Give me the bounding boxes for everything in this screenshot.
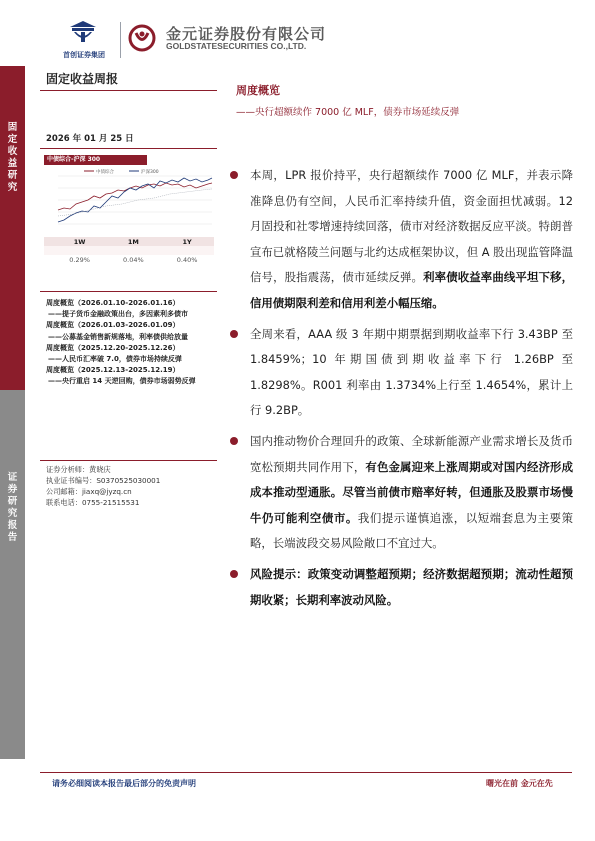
divider	[40, 460, 217, 461]
past-reports-list	[46, 298, 216, 388]
side-char: 报	[7, 520, 18, 531]
paragraph-emphasis: 利率债收益率曲线平坦下移，信用债期限利差和信用利差小幅压缩。	[250, 270, 573, 310]
capital-logo-icon	[68, 20, 98, 46]
side-char: 研	[7, 170, 18, 181]
side-tab-bottom-text	[0, 472, 25, 544]
side-char: 究	[7, 508, 18, 519]
table-cell	[44, 255, 53, 264]
table-row	[44, 246, 214, 255]
table-cell: 0.40%	[160, 255, 214, 264]
footer-slogan: 曙光在前 金元在先	[486, 779, 553, 788]
past-report-subtitle: ——公募基金销售新规落地，利率债供给放量	[48, 332, 188, 341]
report-type: 固定收益周报	[46, 72, 119, 86]
body-paragraph	[228, 163, 573, 317]
table-header-cell	[44, 237, 53, 246]
table-cell	[53, 246, 107, 255]
chart-plot	[44, 166, 214, 236]
bullet-icon	[230, 437, 238, 445]
side-char: 固	[7, 122, 18, 133]
past-report-item[interactable]	[46, 320, 216, 342]
table-cell	[44, 246, 53, 255]
side-tab-top	[0, 66, 25, 390]
past-report-title: 周度概览（2025.12.20-2025.12.26）	[46, 343, 180, 352]
body-paragraph	[228, 562, 573, 613]
side-char: 益	[7, 158, 18, 169]
analyst-info	[46, 464, 160, 508]
table-cell: 0.29%	[53, 255, 107, 264]
analyst-phone: 联系电话：0755-21515531	[46, 498, 140, 507]
table-cell	[160, 246, 214, 255]
footer-disclaimer[interactable]: 请务必细阅读本报告最后部分的免责声明	[52, 779, 196, 788]
bullet-icon	[230, 570, 238, 578]
report-body	[228, 163, 573, 618]
brand-name-en: GOLDSTATESECURITIES CO.,LTD.	[166, 41, 307, 51]
brand-name-cn: 金元证券股份有限公司	[166, 25, 327, 43]
header-divider	[120, 22, 121, 58]
divider	[40, 291, 217, 292]
body-paragraph	[228, 322, 573, 424]
side-tab	[0, 66, 25, 759]
bullet-icon	[230, 171, 238, 179]
divider	[40, 90, 217, 91]
risk-warning: 风险提示：政策变动调整超预期；经济数据超预期；流动性超预期收紧；长期利率波动风险。	[250, 566, 573, 607]
table-row	[44, 255, 214, 264]
goldstate-logo-icon	[128, 24, 156, 52]
paragraph-text: 本周，LPR 报价持平，央行超额续作 7000 亿 MLF，并表示降准降息仍有空间，人民币汇率持续升值，资金面担忧减弱。12 月固投和社零增速持续回落，债市对经济数据反应平淡。特朗普宣布已就格陵兰问题与北约达成框架协议，但 A 股出现监管降温信号，股指震荡，债市延续反弹。	[250, 168, 573, 285]
performance-table	[44, 237, 214, 264]
bullet-icon	[230, 330, 238, 338]
table-cell	[106, 246, 160, 255]
paragraph-tail: 我们提示谨慎追涨，以短端套息为主要策略，长端波段交易风险敞口不宜过大。	[250, 510, 573, 551]
report-date: 2026 年 01 月 25 日	[46, 134, 134, 144]
analyst-license: 执业证书编号：S0370525030001	[46, 476, 161, 485]
past-report-title: 周度概览（2026.01.03-2026.01.09）	[46, 321, 180, 330]
section-subtitle: ——央行超额续作 7000 亿 MLF，债券市场延续反弹	[236, 107, 460, 118]
side-char: 研	[7, 496, 18, 507]
side-char: 究	[7, 182, 18, 193]
side-char: 券	[7, 484, 18, 495]
past-report-title: 周度概览（2026.01.10-2026.01.16）	[46, 299, 180, 307]
past-report-item[interactable]	[46, 343, 216, 365]
footer-divider	[40, 772, 572, 773]
side-char: 告	[7, 532, 18, 543]
left-logo-text: 首创证券集团	[63, 51, 105, 59]
table-header-cell: 1W	[53, 237, 107, 246]
past-report-subtitle: ——人民币汇率破 7.0，债券市场持续反弹	[48, 355, 182, 364]
past-report-title: 周度概览（2025.12.13-2025.12.19）	[46, 366, 180, 375]
past-report-subtitle: ——提子货币金融政策出台，多因素利多债市	[48, 310, 188, 319]
past-report-item[interactable]	[46, 365, 216, 387]
table-header-cell: 1M	[106, 237, 160, 246]
chart-title: 中债综合-沪深 300	[44, 155, 147, 165]
legend-label: 沪深300	[141, 170, 159, 175]
analyst-name: 证券分析师：黄晓庆	[46, 465, 111, 474]
past-report-subtitle: ——央行重启 14 天逆回购，债券市场弱势反弹	[48, 377, 196, 386]
divider	[40, 148, 217, 149]
paragraph-text: 国内推动物价合理回升的政策、全球新能源产业需求增长及货币宽松预期共同作用下，	[250, 433, 573, 474]
analyst-email[interactable]: 公司邮箱：jiaxq@jyzq.cn	[46, 487, 132, 496]
paragraph-emphasis: 有色金属迎来上涨周期或对国内经济形成成本推动型通胀。尽管当前债市赔率好转，但通胀及股票市场慢牛仍可能利空债市。	[250, 459, 573, 525]
side-tab-bottom	[0, 390, 25, 759]
table-header-cell: 1Y	[160, 237, 214, 246]
table-cell: 0.04%	[106, 255, 160, 264]
side-tab-top-text	[0, 122, 25, 194]
body-paragraph	[228, 429, 573, 557]
side-char: 收	[7, 146, 18, 157]
paragraph-text: 全周来看，AAA 级 3 年期中期票据到期收益率下行 3.43BP 至 1.8459%；10 年期国债到期收益率下行 1.26BP 至 1.8298%。R001 利率由 1.3734%上行至 1.4654%，累计上行 9.2BP。	[250, 326, 573, 418]
legend-label: 中债综合	[96, 170, 114, 175]
side-char: 证	[7, 472, 18, 483]
side-char: 定	[7, 134, 18, 145]
table-header-row	[44, 237, 214, 246]
section-title: 周度概览	[236, 84, 280, 97]
capital-securities-logo	[56, 18, 112, 62]
past-report-item[interactable]	[46, 298, 216, 320]
